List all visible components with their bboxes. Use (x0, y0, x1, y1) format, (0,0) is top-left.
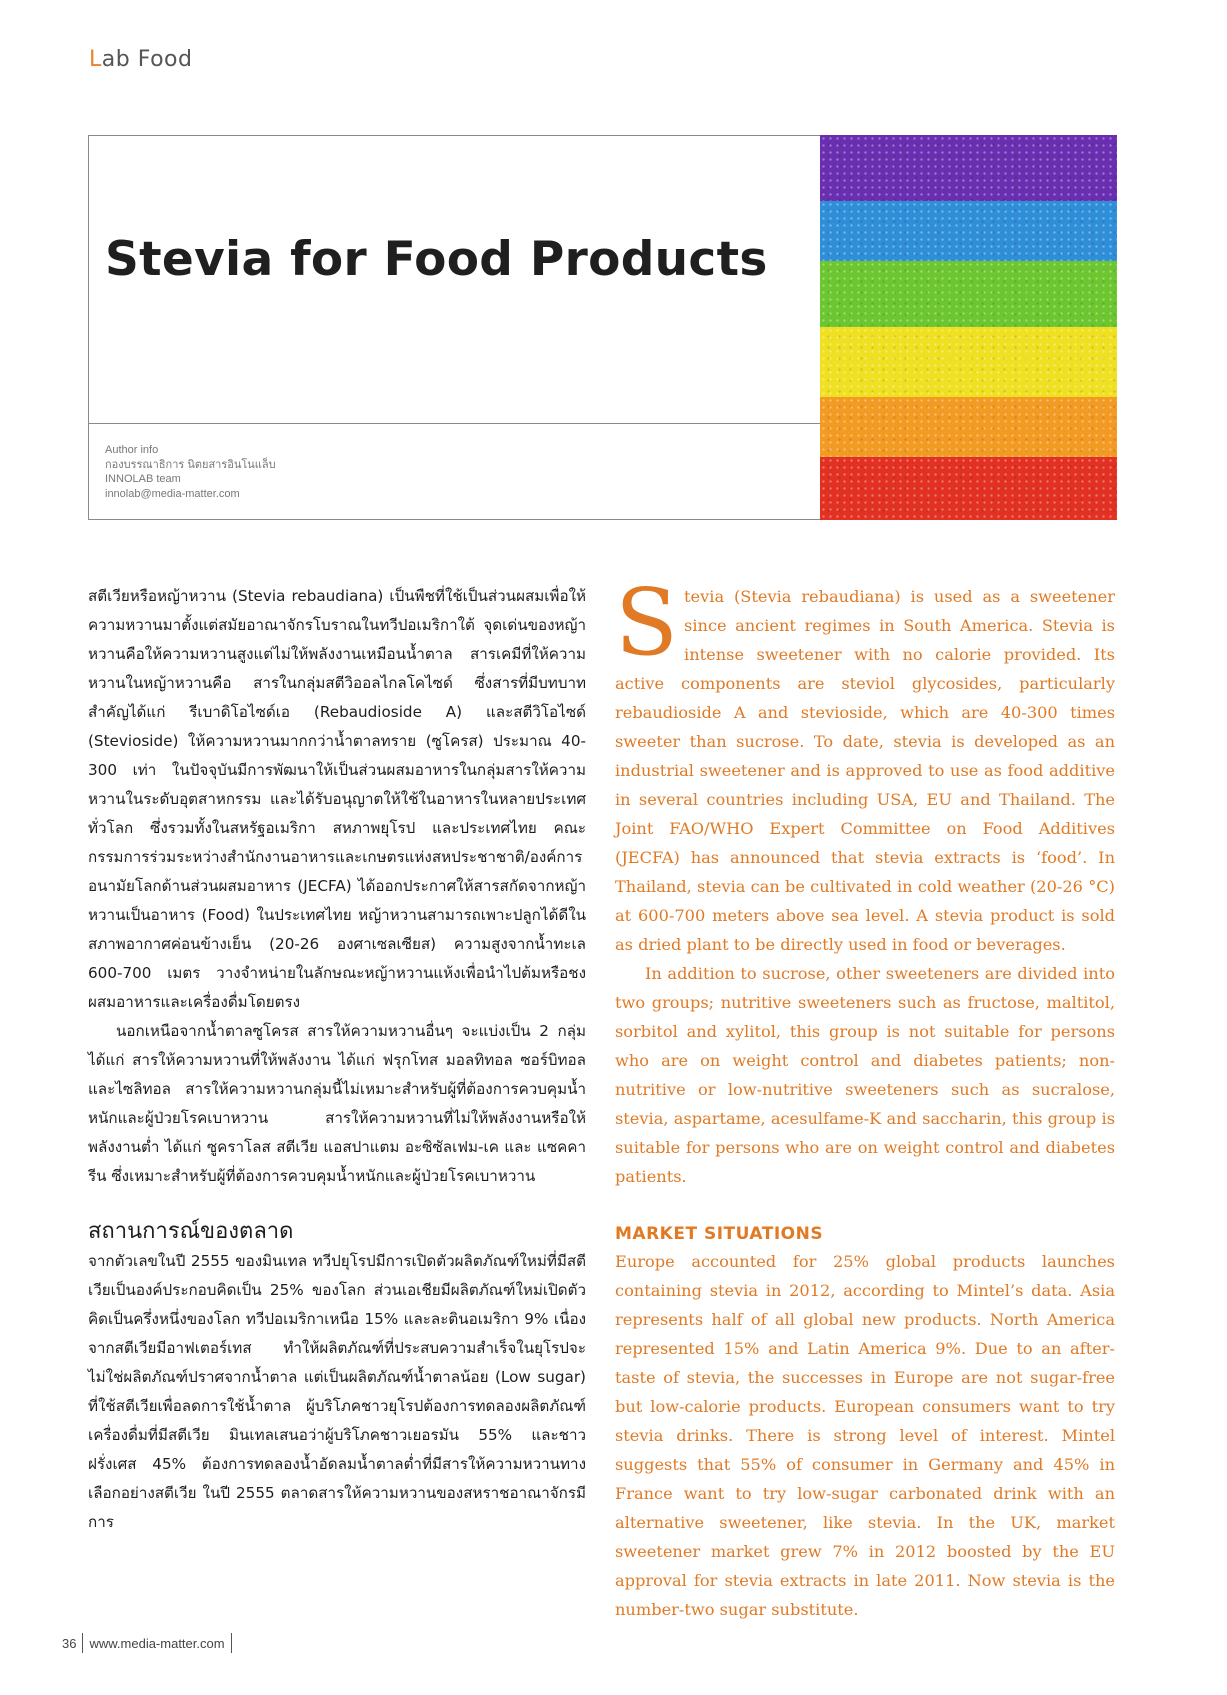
author-info-label: Author info (105, 444, 159, 456)
rainbow-stripe-orange (820, 397, 1117, 457)
footer-divider (82, 1633, 83, 1653)
author-info (105, 443, 276, 501)
thai-column (88, 582, 586, 1537)
rainbow-stripe-blue (820, 201, 1117, 261)
page-footer (62, 1633, 238, 1653)
title-divider (88, 423, 820, 424)
thai-paragraph-3: จากตัวเลขในปี 2555 ของมินเทล ทวีปยุโรปมีการเปิดตัวผลิตภัณฑ์ใหม่ที่มีสตีเวียเป็นองค์ประกอบคิดเป็น 25% ของโลก ส่วนเอเชียมีผลิตภัณฑ์ใหม่เปิดตัวคิดเป็นครึ่งหนึ่งของโลก ทวีปอเมริกาเหนือ 15% และละตินอเมริกา 9% เนื่องจากสตีเวียมีอาฟเตอร์เทส ทำให้ผลิตภัณฑ์ที่ประสบความสำเร็จในยุโรปจะไม่ใช่ผลิตภัณฑ์ปราศจากน้ำตาล แต่เป็นผลิตภัณฑ์น้ำตาลน้อย (Low sugar) ที่ใช้สตีเวียเพื่อลดการใช้น้ำตาล ผู้บริโภคชาวยุโรปต้องการทดลองผลิตภัณฑ์เครื่องดื่มที่มีสตีเวีย มินเทลเสนอว่าผู้บริโภคชาวเยอรมัน 55% และชาวฝรั่งเศส 45% ต้องการทดลองน้ำอัดลมน้ำตาลต่ำที่มีสารให้ความหวานทางเลือกอย่างสตีเวีย ในปี 2555 ตลาดสารให้ความหวานของสหราชอาณาจักรมีการ (88, 1252, 586, 1531)
author-info-email: innolab@media-matter.com (105, 487, 240, 500)
rainbow-stripe-green (820, 261, 1117, 327)
rainbow-stripe-red (820, 457, 1117, 520)
section-label-rest: ab Food (101, 47, 193, 72)
article-title: Stevia for Food Products (105, 232, 768, 287)
section-label-initial: L (89, 47, 102, 72)
thai-paragraph-2: นอกเหนือจากน้ำตาลซูโครส สารให้ความหวานอื่นๆ จะแบ่งเป็น 2 กลุ่ม ได้แก่ สารให้ความหวานที่ให้พลังงาน ได้แก่ ฟรุกโทส มอลทิทอล ซอร์บิทอล และไซลิทอล สารให้ความหวานกลุ่มนี้ไม่เหมาะสำหรับผู้ที่ต้องการควบคุมน้ำหนักและผู้ป่วยโรคเบาหวาน สารให้ความหวานที่ไม่ให้พลังงานหรือให้พลังงานต่ำ ได้แก่ ซูคราโลส สตีเวีย แอสปาแตม อะซิซัลเฟม-เค และ แซคคารีน ซึ่งเหมาะสำหรับผู้ที่ต้องการควบคุมน้ำหนักและผู้ป่วยโรคเบาหวาน (88, 1022, 586, 1185)
english-paragraph-3: Europe accounted for 25% global products launches containing stevia in 2012, according to Mintel’s data. Asia represents half of all global new products. North America represented 15% and Latin America 9%. Due to an after-taste of stevia, the successes in Europe are not sugar-free but low-calorie products. European consumers want to try stevia drinks. There is strong level of interest. Mintel suggests that 55% of consumer in Germany and 45% in France want to try low-sugar carbonated drink with an alternative sweetener, like stevia. In the UK, market sweetener market grew 7% in 2012 boosted by the EU approval for stevia extracts in late 2011. Now stevia is the number-two sugar substitute. (615, 1252, 1115, 1619)
rainbow-sugar-image (820, 135, 1117, 520)
footer-url: www.media-matter.com (89, 1635, 225, 1651)
english-market-heading: MARKET SITUATIONS (615, 1224, 824, 1244)
english-paragraph-1: tevia (Stevia rebaudiana) is used as a sweetener since ancient regimes in South America. Stevia is intense sweetener with no calorie provided. Its active components are steviol glycosides, particularly rebaudioside A and stevioside, which are 40-300 times sweeter than sucrose. To date, stevia is developed as an industrial sweetener and is approved to use as food additive in several countries including USA, EU and Thailand. The Joint FAO/WHO Expert Committee on Food Additives (JECFA) has announced that stevia extracts is ‘food’. In Thailand, stevia can be cultivated in cold weather (20-26 °C) at 600-700 meters above sea level. A stevia product is sold as dried plant to be directly used in food or beverages. (615, 587, 1115, 954)
rainbow-stripe-yellow (820, 327, 1117, 397)
section-label (89, 47, 192, 72)
english-paragraph-2: In addition to sucrose, other sweeteners are divided into two groups; nutritive sweeteners such as fructose, maltitol, sorbitol and xylitol, this group is not suitable for persons who are on weight control and diabetes patients; non-nutritive or low-nutritive sweeteners such as sucralose, stevia, aspartame, acesulfame-K and saccharin, this group is suitable for persons who are on weight control and diabetes patients. (615, 964, 1115, 1186)
thai-market-heading: สถานการณ์ของตลาด (88, 1219, 294, 1244)
thai-paragraph-1: สตีเวียหรือหญ้าหวาน (Stevia rebaudiana) เป็นพืชที่ใช้เป็นส่วนผสมเพื่อให้ความหวานมาตั้งแต่สมัยอาณาจักรโบราณในทวีปอเมริกาใต้ จุดเด่นของหญ้าหวานคือให้ความหวานสูงแต่ไม่ให้พลังงานเหมือนน้ำตาล สารเคมีที่ให้ความหวานในหญ้าหวานคือ สารในกลุ่มสตีวิออลไกลโคไซด์ ซึ่งสารที่มีบทบาทสำคัญได้แก่ รีเบาดิโอไซด์เอ (Rebaudioside A) และสตีวิโอไซด์ (Stevioside) ให้ความหวานมากกว่าน้ำตาลทราย (ซูโครส) ประมาณ 40-300 เท่า ในปัจจุบันมีการพัฒนาให้เป็นส่วนผสมอาหารในกลุ่มสารให้ความหวานในระดับอุตสาหกรรม และได้รับอนุญาตให้ใช้ในอาหารในหลายประเทศทั่วโลก ซึ่งรวมทั้งในสหรัฐอเมริกา สหภาพยุโรป และประเทศไทย คณะกรรมการร่วมระหว่างสำนักงานอาหารและเกษตรแห่งสหประชาชาติ/องค์การอนามัยโลกด้านส่วนผสมอาหาร (JECFA) ได้ออกประกาศให้สารสกัดจากหญ้าหวานเป็นอาหาร (Food) ในประเทศไทย หญ้าหวานสามารถเพาะปลูกได้ดีในสภาพอากาศค่อนข้างเย็น (20-26 องศาเซลเซียส) ความสูงจากน้ำทะเล 600-700 เมตร วางจำหน่ายในลักษณะหญ้าหวานแห้งเพื่อนำไปต้มหรือชงผสมอาหารและเครื่องดื่มโดยตรง (88, 587, 586, 1011)
drop-cap: S (615, 569, 679, 676)
english-column (615, 569, 1115, 1624)
author-info-thai: กองบรรณาธิการ นิตยสารอินโนแล็บ (105, 458, 276, 471)
author-info-team: INNOLAB team (105, 473, 181, 485)
page-number: 36 (62, 1635, 77, 1651)
footer-divider-end (231, 1633, 232, 1653)
rainbow-stripe-purple (820, 135, 1117, 201)
